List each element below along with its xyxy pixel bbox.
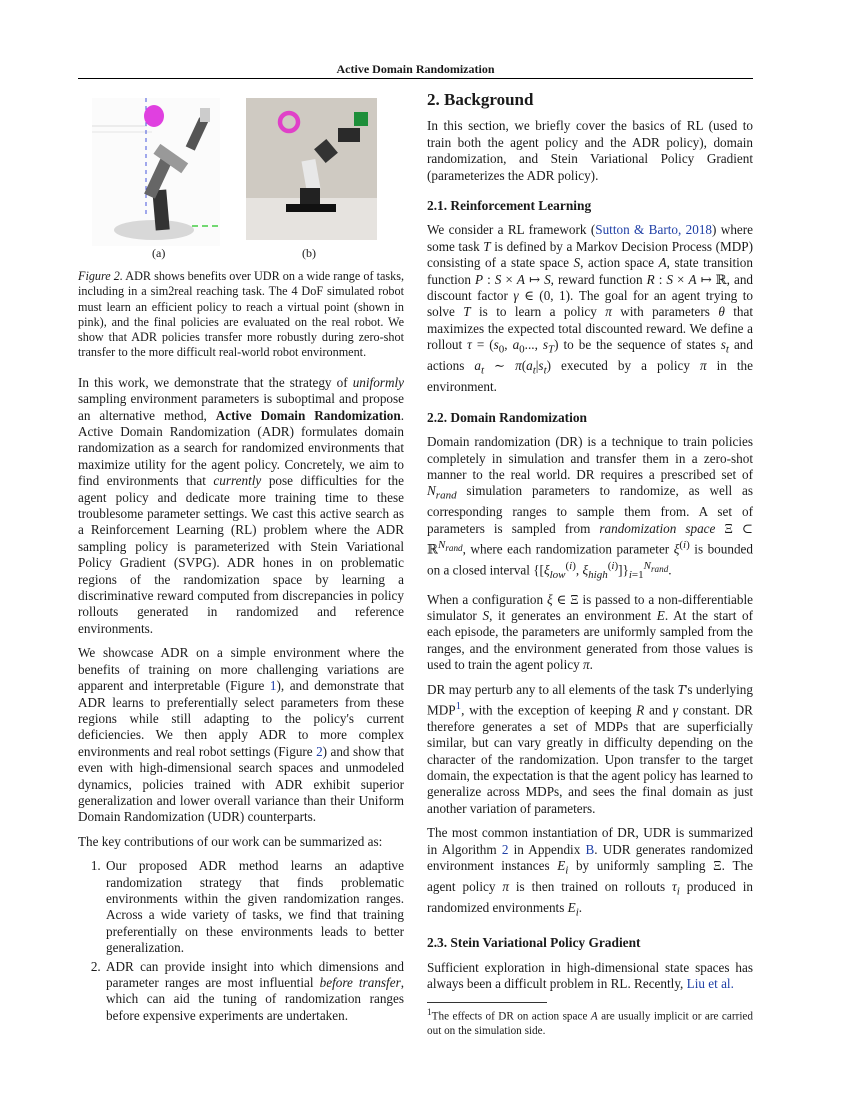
citation-liu[interactable]: Liu et al. xyxy=(686,975,734,991)
appendix-b-link[interactable]: B xyxy=(585,841,595,857)
figure-1-link[interactable]: 1 xyxy=(269,678,277,694)
text: ) where some task xyxy=(427,222,754,254)
paragraph-svpg xyxy=(427,960,753,993)
caption-text: ADR shows benefits over UDR on a wide range of tasks, including in a sim2real reaching task. The 4 DoF simulated robot must learn an efficient policy to reach a virtual point (shown in pink), and the final policies are evaluated on the real robot. We show that ADR policies transfer more robustly during zero-shot transfer to the more difficult real-world robot environment. xyxy=(78,269,404,360)
subfigure-a-label: (a) xyxy=(152,246,166,260)
list-item xyxy=(104,959,404,1025)
text: pose difficulties for the agent policy and dedicate more training time to these troublesome parameter settings. We cast this active search as a Reinforcement Learning (RL) problem where the ADR sampling policy is parameterized with Stein Variational Policy Gradient (SVPG). ADR hones in on problematic regions of the randomization space by learning a discriminative reward computed from discrepancies in policy rollouts generated in randomized and reference environments. xyxy=(78,473,404,636)
sim-robot-image xyxy=(92,98,220,246)
text: is then trained on rollouts xyxy=(508,879,673,895)
text: . UDR generates randomized environment instances xyxy=(427,841,753,873)
caption-label: Figure 2. xyxy=(78,269,123,283)
text: DR may perturb any to all elements of the task xyxy=(427,681,678,697)
figure-2-link[interactable]: 2 xyxy=(316,743,323,759)
right-column xyxy=(427,92,753,1038)
subsection-heading-svpg: 2.3. Stein Variational Policy Gradient xyxy=(427,935,641,951)
footnote-rule xyxy=(427,1002,547,1003)
text: that maximizes the expected total discounted reward. We define a rollout xyxy=(427,304,754,353)
text: The most common instantiation of DR, UDR is summarized in Algorithm xyxy=(427,825,753,857)
emphasis: currently xyxy=(213,473,262,489)
paragraph-dr-4: The most common instantiation of DR, UDR is summarized in Algorithm 2 in Appendix B. UDR generates randomized environment instances $E_i$ by uniformly sampling Ξ. The agent policy π is then trained on rollouts $\tau_i$ produced in randomized environments $E_i$. xyxy=(427,825,753,919)
footnote-1: $^1$The effects of DR on action space A are usually implicit or are carried out on the simulation side. xyxy=(427,1008,753,1038)
text: , with the exception of keeping xyxy=(461,702,637,718)
figure-caption xyxy=(78,269,404,361)
subsection-heading-dr: 2.2. Domain Randomization xyxy=(427,409,587,425)
text: , action space xyxy=(580,255,659,271)
text: The effects of DR on action space xyxy=(431,1011,591,1024)
footnote-1-link[interactable]: 1 xyxy=(455,699,462,712)
emphasis: before transfer xyxy=(319,975,401,990)
figure-2 xyxy=(78,92,404,259)
text: executed by a policy xyxy=(551,358,700,374)
paragraph-contributions: The key contributions of our work can be summarized as: xyxy=(78,833,383,849)
footnote-mark: 1 xyxy=(427,1008,432,1019)
text: . The goal for an agent trying to solve xyxy=(427,288,753,320)
text: In this work, we demonstrate that the strategy of xyxy=(78,374,353,390)
text: We consider a RL framework ( xyxy=(427,222,596,238)
real-robot-photo xyxy=(246,98,377,240)
contributions-list xyxy=(78,858,404,1024)
text: is passed to a non-differentiable simulator xyxy=(427,591,754,623)
text: , state transition function xyxy=(427,255,753,287)
text: with parameters xyxy=(611,304,719,320)
text: , where each randomization parameter xyxy=(462,541,674,557)
subsection-heading-rl: 2.1. Reinforcement Learning xyxy=(427,198,592,214)
running-head: Active Domain Randomization xyxy=(336,62,495,76)
text: , which can aid the tuning of randomization ranges before expensive experiments are undertaken. xyxy=(106,975,404,1023)
text: are usually implicit or are carried out on the simulation side. xyxy=(427,1011,753,1038)
citation-sutton[interactable]: Sutton & Barto, 2018 xyxy=(595,222,713,238)
text: is bounded on a closed interval xyxy=(427,541,754,578)
text: ), and demonstrate that ADR learns to preferentially select parameters from these regions while still adapting to the policy's current deficiencies. We then apply ADR to more complex environments and real robot settings (Figure xyxy=(78,678,404,759)
left-column xyxy=(78,92,404,1026)
text: , reward function xyxy=(550,271,647,287)
text: , it generates an environment xyxy=(489,607,657,623)
paragraph-dr-2: When a configuration ξ ∈ Ξ is passed to a non-differentiable simulator S, it generates an environment E. At the start of each episode, the parameters are uniformly sampled from the ranges, and the environment generated from those values is used to train the agent policy π. xyxy=(427,591,754,673)
paragraph-intro xyxy=(78,375,404,638)
text: and actions xyxy=(427,337,753,374)
text: . The agent policy xyxy=(427,857,753,895)
text: We showcase ADR on a simple environment where the benefits of training on more challenging variations are apparent and interpretable (Figure xyxy=(78,645,404,694)
text: When a configuration xyxy=(427,591,547,607)
paragraph-dr-1: Domain randomization (DR) is a technique to train policies completely in simulation and transfer them in a zero-shot manner to the real world. DR requires a prescribed set of $N_{rand}$ simulation parameters to randomize, as well as corresponding ranges to sample them from. A set of parameters is sampled from randomization space Ξ ⊂ ℝ$^{N_{rand}}$, where each randomization parameter $\xi^{(i)}$ is bounded on a closed interval {[$\xi_{low}^{(i)}$, $\xi_{high}^{(i)}]\}_{i=1}^{N_{rand}}$. xyxy=(427,434,754,582)
text: produced in randomized environments xyxy=(427,879,753,916)
section-heading-background: 2. Background xyxy=(427,90,534,109)
emphasis: uniformly xyxy=(352,374,404,390)
text: constant. DR therefore generates a set of MDPs that are superficially similar, but can vary greatly in difficulty depending on the character of the randomization. Upon transfer to the target domain, the expectation is that the agent policy has learned to generalize across MDPs, and sees the final domain as just another variation of parameters. xyxy=(427,702,753,816)
text: . Active Domain Randomization (ADR) formulates domain randomization as a search for randomized environments that maximize utility for the agent policy. Concretely, we aim to find environments that xyxy=(78,407,404,489)
text: Sufficient exploration in high-dimensional state spaces has always been a difficult problem in RL. Recently, xyxy=(427,959,753,991)
text: is to learn a policy xyxy=(470,304,606,320)
bold-term: Active Domain Randomization xyxy=(215,407,401,423)
text: to be the sequence of states xyxy=(558,337,721,353)
text: 's underlying MDP xyxy=(427,681,753,718)
emphasis: randomization space xyxy=(599,520,716,536)
algorithm-2-link[interactable]: 2 xyxy=(501,841,509,857)
paragraph-showcase xyxy=(78,645,404,825)
text: sampling environment parameters is suboptimal and propose an alternative method, xyxy=(78,391,404,423)
header-rule xyxy=(78,78,753,79)
paragraph-dr-3: DR may perturb any to all elements of the task T's underlying MDP$^1$, with the exception of keeping R and γ constant. DR therefore generates a set of MDPs that are superficially similar, but can vary greatly in difficulty depending on the character of the randomization. Upon transfer to the target domain, the expectation is that the agent policy has learned to generalize across MDPs, and sees the final domain as just another variation of parameters. xyxy=(427,681,753,816)
text: in the environment. xyxy=(427,358,753,395)
text: Domain randomization (DR) is a technique to train policies completely in simulation and transfer them in a zero-shot manner to the real world. DR requires a prescribed set of xyxy=(427,434,753,482)
text: ) and show that even with high-dimensional search spaces and unmodeled dynamics, policies trained with ADR exhibit superior generalization and lower overall variance than their Uniform Domain Randomization (UDR) counterparts. xyxy=(78,743,404,825)
text: , and discount factor xyxy=(427,271,754,304)
text: in Appendix xyxy=(508,841,586,857)
text: and xyxy=(644,702,673,718)
paragraph-background-intro: In this section, we briefly cover the basics of RL (used to train both the agent policy and the ADR policy), domain randomization, and Stein Variational Policy Gradient (parameterizes the ADR policy). xyxy=(427,118,753,183)
text: . At the start of each episode, the parameters are uniformly sampled from the ranges, and the environment generated from those values is used to train the agent policy xyxy=(427,607,753,673)
subfigure-b-label: (b) xyxy=(302,246,316,260)
paragraph-rl: We consider a RL framework (Sutton & Barto, 2018) where some task T is defined by a Markov Decision Process (MDP) consisting of a state space S, action space A, state transition function P : S × A ↦ S, reward function R : S × A ↦ ℝ, and discount factor γ ∈ (0, 1). The goal for an agent trying to solve T is to learn a policy π with parameters θ that maximizes the expected total discounted reward. We define a rollout $\tau = (s_0$, $a_0$..., $s_T$) to be the sequence of states $s_t$ and actions $a_t$ ∼ $\pi(a_t|s_t)$ executed by a policy π in the environment. xyxy=(427,222,754,395)
text: by uniformly sampling xyxy=(568,857,714,873)
list-item: 1. Our proposed ADR method learns an adaptive randomization strategy that finds problematic environments within the given randomization ranges. Across a wide variety of tasks, we find that training preferentially on these environments leads to better generalization. xyxy=(104,858,404,956)
text: simulation parameters to randomize, as well as corresponding ranges to sample them from. A set of parameters is sampled from xyxy=(427,483,753,536)
text: is defined by a Markov Decision Process (MDP) consisting of a state space xyxy=(427,238,753,271)
text: ADR can provide insight into which dimensions and parameter ranges are most influential xyxy=(106,958,404,990)
